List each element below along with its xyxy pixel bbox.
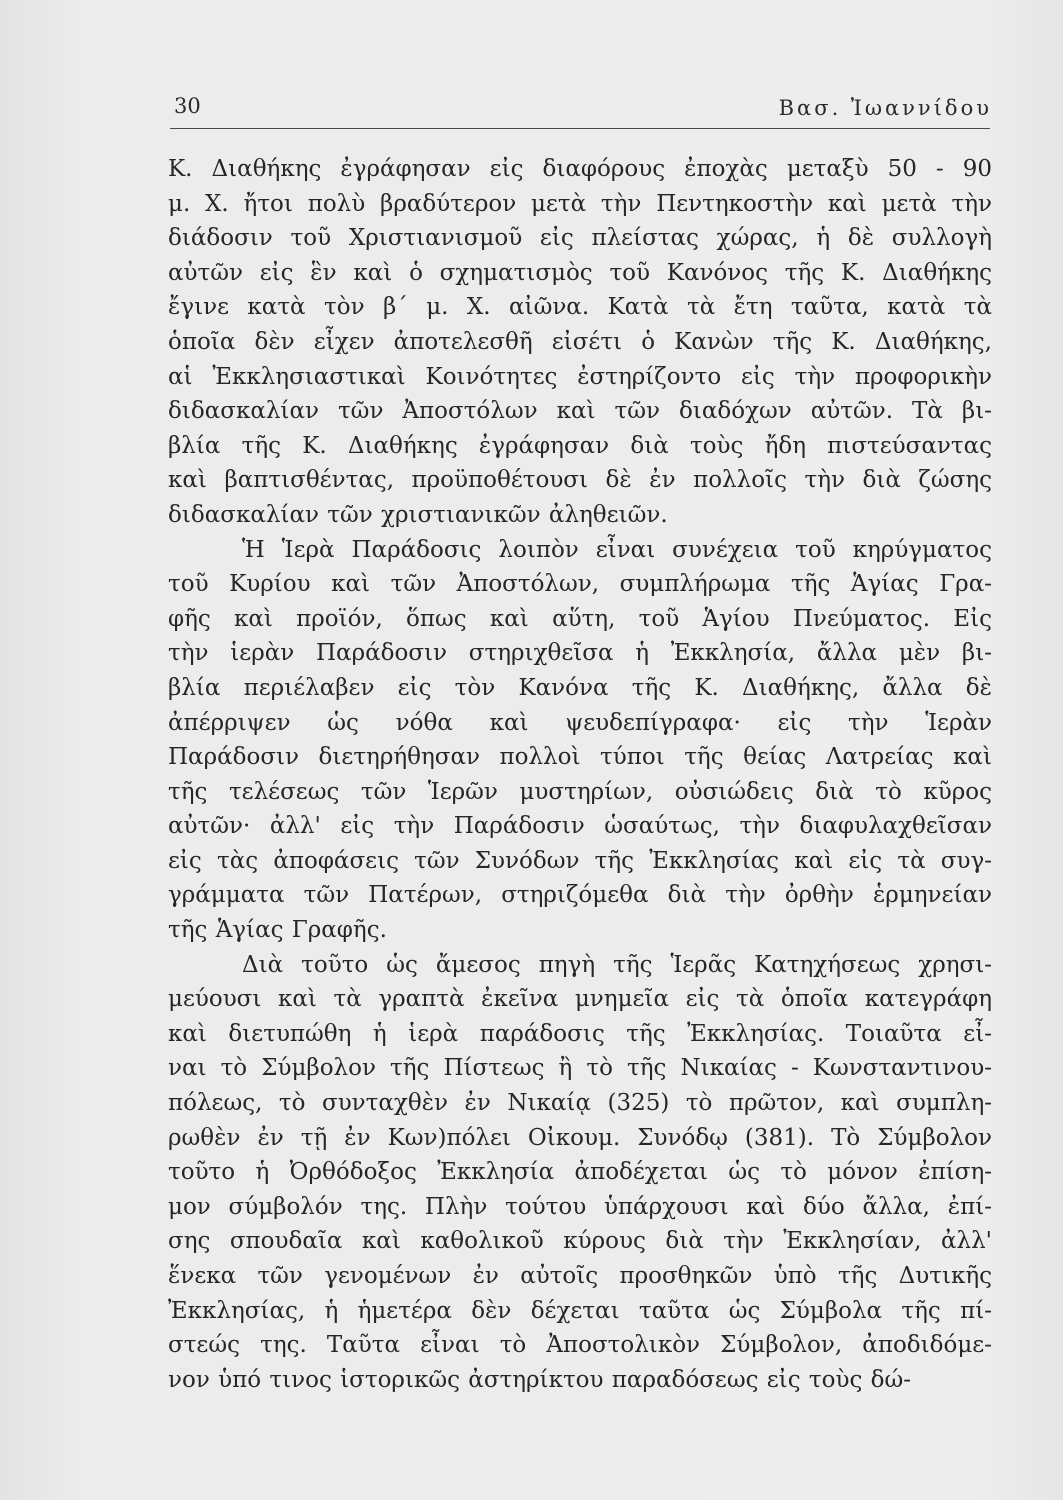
text-line: διάδοσιν τοῦ Χριστιανισμοῦ εἰς πλείστας χώρας, ἡ δὲ συλλογὴ	[168, 225, 992, 252]
text-line: αἱ Ἐκκλησιαστικαὶ Κοινότητες ἐστηρίζοντο εἰς τὴν προφορικὴν	[168, 363, 992, 390]
text-line: βλία τῆς Κ. Διαθήκης ἐγράφησαν διὰ τοὺς ἤδη πιστεύσαντας	[168, 432, 992, 459]
paragraph	[168, 533, 992, 948]
text-line: ἀπέρριψεν ὡς νόθα καὶ ψευδεπίγραφα· εἰς τὴν Ἱερὰν	[168, 709, 992, 736]
text-line: τοῦ Κυρίου καὶ τῶν Ἀποστόλων, συμπλήρωμα τῆς Ἁγίας Γρα-	[168, 571, 992, 598]
text-line: πόλεως, τὸ συνταχθὲν ἐν Νικαίᾳ (325) τὸ πρῶτον, καὶ συμπλη-	[168, 1090, 992, 1117]
header-rule	[170, 128, 990, 129]
text-line: μεύουσι καὶ τὰ γραπτὰ ἐκεῖνα μνημεῖα εἰς τὰ ὁποῖα κατεγράφη	[168, 986, 992, 1013]
text-line: ναι τὸ Σύμβολον τῆς Πίστεως ἢ τὸ τῆς Νικαίας - Κωνσταντινου-	[168, 1055, 992, 1082]
text-line: βλία περιέλαβεν εἰς τὸν Κανόνα τῆς Κ. Διαθήκης, ἄλλα δὲ	[168, 674, 992, 701]
paragraph	[168, 948, 992, 1398]
text-line: ἕνεκα τῶν γενομένων ἐν αὐτοῖς προσθηκῶν ὑπὸ τῆς Δυτικῆς	[168, 1263, 992, 1289]
text-line: τῆς Ἁγίας Γραφῆς.	[168, 917, 387, 944]
text-line: ὁποῖα δὲν εἶχεν ἀποτελεσθῆ εἰσέτι ὁ Κανὼν τῆς Κ. Διαθήκης,	[168, 328, 992, 355]
text-line: τὴν ἱερὰν Παράδοσιν στηριχθεῖσα ἡ Ἐκκλησία, ἄλλα μὲν βι-	[168, 640, 992, 667]
text-line: αὐτῶν· ἀλλ' εἰς τὴν Παράδοσιν ὡσαύτως, τὴν διαφυλαχθεῖσαν	[168, 813, 992, 840]
running-head: Βασ. Ἰωαννίδου	[778, 96, 992, 120]
text-line: αὐτῶν εἰς ἓν καὶ ὁ σχηματισμὸς τοῦ Κανόνος τῆς Κ. Διαθήκης	[168, 259, 992, 286]
text-line: ἔγινε κατὰ τὸν β΄ μ. Χ. αἰῶνα. Κατὰ τὰ ἔτη ταῦτα, κατὰ τὰ	[168, 294, 992, 321]
text-line: καὶ διετυπώθη ἡ ἱερὰ παράδοσις τῆς Ἐκκλησίας. Τοιαῦτα εἶ-	[168, 1020, 992, 1047]
page-header	[170, 94, 992, 128]
body-text	[168, 152, 992, 1397]
text-line: καὶ βαπτισθέντας, προϋποθέτουσι δὲ ἐν πολλοῖς τὴν διὰ ζώσης	[168, 467, 992, 494]
text-line: εἰς τὰς ἀποφάσεις τῶν Συνόδων τῆς Ἐκκλησίας καὶ εἰς τὰ συγ-	[168, 847, 992, 874]
text-line: ρωθὲν ἐν τῇ ἐν Κων)πόλει Οἰκουμ. Συνόδῳ (381). Τὸ Σύμβολον	[168, 1124, 992, 1151]
text-line: διδασκαλίαν τῶν χριστιανικῶν ἀληθειῶν.	[168, 501, 668, 528]
text-line: τῆς τελέσεως τῶν Ἱερῶν μυστηρίων, οὐσιώδεις διὰ τὸ κῦρος	[168, 778, 992, 805]
text-line: διδασκαλίαν τῶν Ἀποστόλων καὶ τῶν διαδόχων αὐτῶν. Τὰ βι-	[168, 398, 992, 425]
text-line: Ἡ Ἱερὰ Παράδοσις λοιπὸν εἶναι συνέχεια τοῦ κηρύγματος	[242, 536, 992, 563]
page-number: 30	[174, 94, 201, 118]
text-line: Κ. Διαθήκης ἐγράφησαν εἰς διαφόρους ἐποχὰς μεταξὺ 50 - 90	[168, 156, 992, 182]
text-line: στεώς της. Ταῦτα εἶναι τὸ Ἀποστολικὸν Σύμβολον, ἀποδιδόμε-	[168, 1332, 992, 1359]
text-line: σης σπουδαῖα καὶ καθολικοῦ κύρους διὰ τὴν Ἐκκλησίαν, ἀλλ'	[168, 1228, 992, 1255]
text-line: γράμματα τῶν Πατέρων, στηριζόμεθα διὰ τὴν ὀρθὴν ἑρμηνείαν	[168, 882, 992, 909]
paragraph	[168, 152, 992, 533]
text-line: μον σύμβολόν της. Πλὴν τούτου ὑπάρχουσι καὶ δύο ἄλλα, ἐπί-	[168, 1193, 992, 1220]
text-line: Διὰ τοῦτο ὡς ἄμεσος πηγὴ τῆς Ἱερᾶς Κατηχήσεως χρησι-	[242, 951, 992, 978]
text-line: φῆς καὶ προϊόν, ὅπως καὶ αὕτη, τοῦ Ἁγίου Πνεύματος. Εἰς	[168, 605, 992, 632]
text-line: μ. Χ. ἤτοι πολὺ βραδύτερον μετὰ τὴν Πεντηκοστὴν καὶ μετὰ τὴν	[168, 190, 992, 217]
text-line: Παράδοσιν διετηρήθησαν πολλοὶ τύποι τῆς θείας Λατρείας καὶ	[168, 744, 992, 771]
text-line: νον ὑπό τινος ἱστορικῶς ἀστηρίκτου παραδόσεως εἰς τοὺς δώ-	[168, 1366, 912, 1393]
text-line: τοῦτο ἡ Ὀρθόδοξος Ἐκκλησία ἀποδέχεται ὡς τὸ μόνον ἐπίση-	[168, 1159, 992, 1186]
text-line: Ἐκκλησίας, ἡ ἡμετέρα δὲν δέχεται ταῦτα ὡς Σύμβολα τῆς πί-	[168, 1297, 992, 1324]
